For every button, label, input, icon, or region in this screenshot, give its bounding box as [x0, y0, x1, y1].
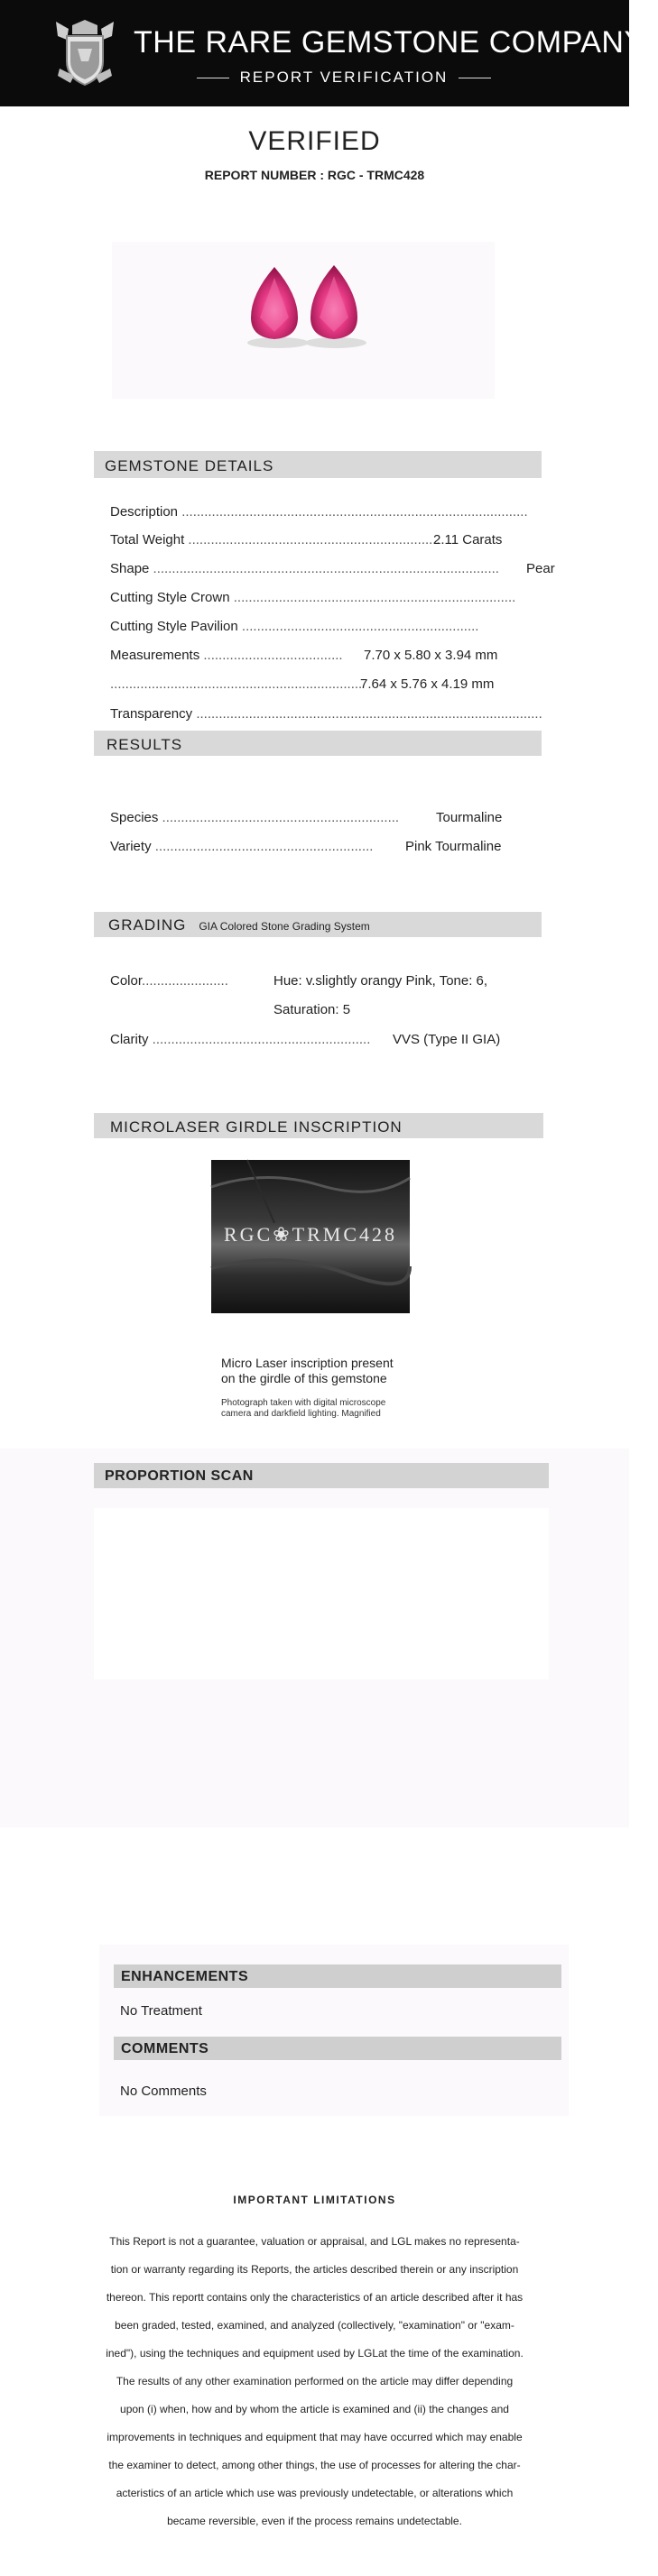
grading-value: Saturation: 5 [273, 1002, 351, 1017]
detail-label: Measurements [110, 648, 200, 663]
limitations-line: upon (i) when, how and by whom the article is examined and (ii) the changes and [120, 2403, 509, 2415]
grading-row: Clarity .......................................................... [110, 1032, 371, 1047]
report-number: REPORT NUMBER : RGC - TRMC428 [204, 168, 425, 182]
limitations-line: ined"), using the techniques and equipment used by LGLat the time of the examination. [106, 2347, 524, 2360]
results-bar [94, 731, 542, 756]
detail-value: 7.64 x 5.76 x 4.19 mm [360, 676, 495, 692]
note-line: camera and darkfield lighting. Magnified [221, 1409, 381, 1419]
microlaser-bar [94, 1113, 543, 1138]
limitations-line: This Report is not a guarantee, valuation or appraisal, and LGL makes no representa- [109, 2235, 520, 2248]
result-row: Species ............................................................... [110, 810, 400, 825]
grading-system-label: GIA Colored Stone Grading System [199, 920, 370, 933]
detail-row: Description ............................................................................................ [110, 504, 528, 520]
result-label: Species [110, 810, 159, 825]
caption-line: Micro Laser inscription present [221, 1356, 394, 1370]
caption-line: on the girdle of this gemstone [221, 1371, 387, 1385]
section-title: PROPORTION SCAN [105, 1468, 254, 1484]
detail-label: Cutting Style Crown [110, 590, 230, 605]
detail-row: Shape ............................................................................................ [110, 561, 499, 576]
crest-logo-icon [51, 16, 119, 88]
inscription-photo [211, 1160, 410, 1313]
result-value: Pink Tourmaline [405, 839, 502, 854]
section-title: GRADING GIA Colored Stone Grading System [108, 916, 370, 934]
section-title: ENHANCEMENTS [121, 1969, 249, 1984]
inscription-engraving: RGC❀TRMC428 [223, 1223, 398, 1246]
limitations-line: been graded, tested, examined, and analyzed (collectively, "examination" or "exam- [115, 2319, 514, 2332]
grading-value: Hue: v.slightly orangy Pink, Tone: 6, [273, 973, 488, 989]
detail-row: Cutting Style Pavilion ............................................................... [110, 619, 479, 634]
detail-row: Measurements ..................................... [110, 648, 343, 663]
section-title: COMMENTS [121, 2041, 209, 2056]
section-title: MICROLASER GIRDLE INSCRIPTION [110, 1118, 403, 1136]
grading-label: Color [110, 973, 143, 989]
limitations-text [54, 2228, 575, 2535]
detail-label: Shape [110, 561, 150, 576]
enhancements-bar [114, 1964, 561, 1988]
verified-status: VERIFIED [248, 126, 381, 156]
enhancements-value: No Treatment [120, 2003, 202, 2019]
proportion-bar [94, 1463, 549, 1488]
detail-row: Cutting Style Crown ........................................................................... [110, 590, 516, 605]
section-title: GEMSTONE DETAILS [105, 457, 274, 474]
comments-value: No Comments [120, 2084, 207, 2099]
detail-value: 7.70 x 5.80 x 3.94 mm [364, 648, 498, 663]
limitations-line: the examiner to detect, among other things, the use of processes for altering the char- [108, 2459, 521, 2471]
detail-label: Cutting Style Pavilion [110, 619, 238, 634]
result-label: Variety [110, 839, 152, 854]
limitations-line: thereon. This reportt contains only the characteristics of an article described after it has [106, 2291, 524, 2304]
limitations-line: tion or warranty regarding its Reports, the articles described therein or any inscription [110, 2263, 519, 2276]
proportion-scan-image [94, 1508, 549, 1679]
limitations-line: acteristics of an article which use was previously undetectable, or alterations which [116, 2487, 514, 2499]
limitations-title: IMPORTANT LIMITATIONS [233, 2194, 396, 2206]
limitations-line: The results of any other examination performed on the article may differ depending [116, 2375, 514, 2387]
detail-label: Transparency [110, 706, 193, 722]
note-line: Photograph taken with digital microscope [221, 1398, 386, 1408]
company-name: THE RARE GEMSTONE COMPANY ™ [134, 25, 658, 60]
detail-label: Total Weight [110, 532, 185, 547]
inscription-caption [221, 1356, 394, 1386]
subtitle-text: REPORT VERIFICATION [239, 69, 449, 86]
comments-bar [114, 2037, 561, 2060]
grading-label: Clarity [110, 1032, 149, 1047]
gemstone-details-bar [94, 451, 542, 478]
result-value: Tourmaline [436, 810, 503, 825]
detail-row: ................................................................... [110, 676, 363, 692]
limitations-line: improvements in techniques and equipment that may have occurred which may enable [107, 2431, 523, 2443]
result-row: Variety .......................................................... [110, 839, 374, 854]
detail-row: Transparency ............................................................................................ [110, 706, 542, 722]
detail-label: Description [110, 504, 179, 520]
detail-row: Total Weight ................................................................... [110, 532, 440, 547]
grading-bar [94, 912, 542, 937]
gemstone-pair-image [112, 242, 495, 399]
detail-value: Pear [526, 561, 555, 576]
inscription-note [221, 1398, 385, 1420]
grading-value: VVS (Type II GIA) [393, 1032, 501, 1047]
limitations-line: became reversible, even if the process remains undetectable. [167, 2515, 462, 2527]
gemstone-photo [112, 242, 495, 399]
report-verification-subtitle [197, 69, 491, 87]
detail-value: 2.11 Carats [433, 532, 503, 547]
grading-row: Color....................... [110, 973, 228, 989]
section-title: RESULTS [107, 736, 183, 753]
